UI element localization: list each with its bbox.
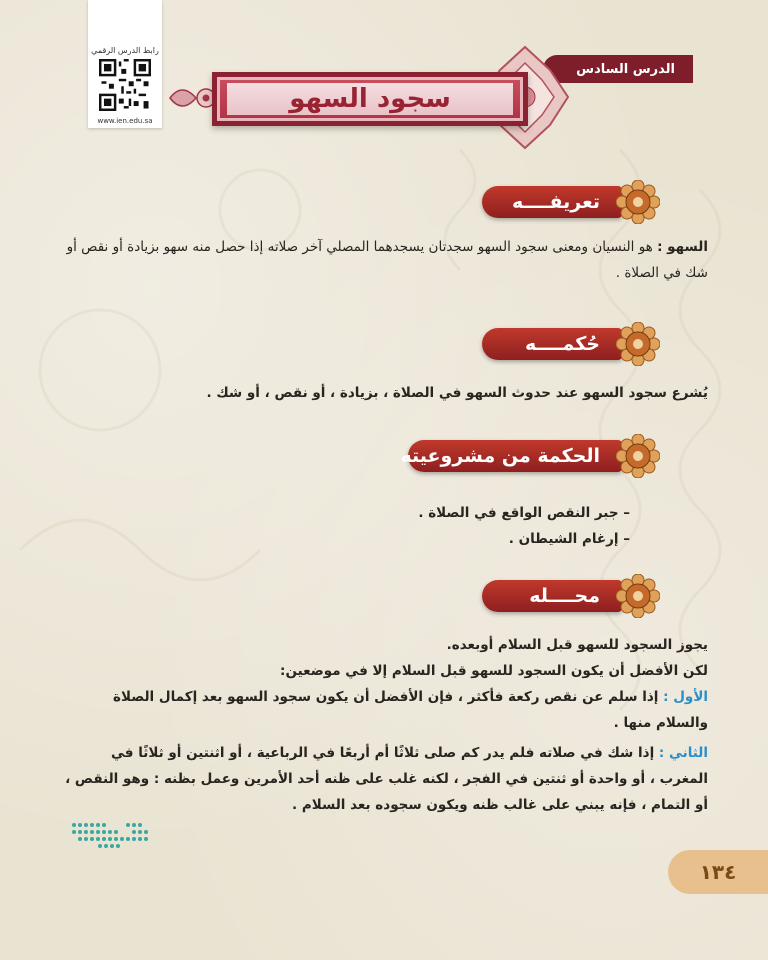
place-line-1: يجوز السجود للسهو قبل السلام أوبعده. [446, 637, 708, 653]
definition-term: السهو : [657, 239, 708, 255]
second-text: إذا شك في صلاته فلم يدر كم صلى ثلاثًا أم أربعًا في الرباعية ، أو اثنتين أو ثلاثًا في المغرب ، أو واحدة أو ثنتين في الفجر ، لكنه غلب على ظنه أحد الأمرين وعمل بظنه : وهو النقص ، أو التمام ، فإنه يبني على غالب ظنه ويكون سجوده بعد السلام . [65, 745, 708, 813]
definition-body: هو النسيان ومعنى سجود السهو سجدتان يسجدهما المصلي آخر صلاته إذا حصل منه سهو بزيادة أو نقص أو شك في الصلاة . [66, 239, 708, 281]
qr-url[interactable]: www.ien.edu.sa [97, 117, 153, 125]
rosette-icon [616, 180, 660, 224]
list-item: – إرغام الشيطان . [508, 531, 630, 547]
lesson-title: سجود السهو [289, 84, 451, 114]
place-line-2: لكن الأفضل أن يكون السجود للسهو قبل السلام إلا في موضعين: [280, 663, 708, 679]
qr-code-icon[interactable] [99, 59, 151, 111]
section-header-definition [460, 180, 660, 224]
qr-title: رابط الدرس الرقمي [91, 46, 159, 55]
lesson-title-frame [212, 72, 528, 126]
section-header-wisdom [400, 434, 660, 478]
section-label-place: محــــله [529, 585, 600, 607]
section-label-wisdom: الحكمة من مشروعيته [400, 445, 600, 467]
page-number-label: ١٣٤ [699, 860, 737, 884]
section-label-ruling: حُكمــــه [525, 333, 600, 355]
place-second-case [60, 740, 708, 818]
section-header-place [460, 574, 660, 618]
first-text: إذا سلم عن نقص ركعة فأكثر ، فإن الأفضل أن يكون سجود السهو بعد إكمال الصلاة والسلام منها . [112, 689, 708, 731]
ministry-logo-icon [70, 815, 154, 851]
lesson-number-label: الدرس السادس [576, 61, 675, 77]
rosette-icon [616, 322, 660, 366]
section-label-definition: تعريفــــه [512, 191, 600, 213]
rosette-icon [616, 434, 660, 478]
qr-card[interactable] [88, 0, 162, 128]
page-number [668, 850, 768, 894]
list-item: – جبر النقص الواقع في الصلاة . [418, 505, 630, 521]
ruling-text: يُشرع سجود السهو عند حدوث السهو في الصلاة ، بزيادة ، أو نقص ، أو شك . [206, 385, 708, 401]
definition-text [60, 234, 708, 286]
section-header-ruling [460, 322, 660, 366]
place-text [60, 632, 708, 818]
rosette-icon [616, 574, 660, 618]
wisdom-list [360, 500, 630, 552]
place-first-case [60, 684, 708, 736]
second-term: الثاني : [658, 745, 708, 761]
first-term: الأول : [663, 689, 708, 705]
